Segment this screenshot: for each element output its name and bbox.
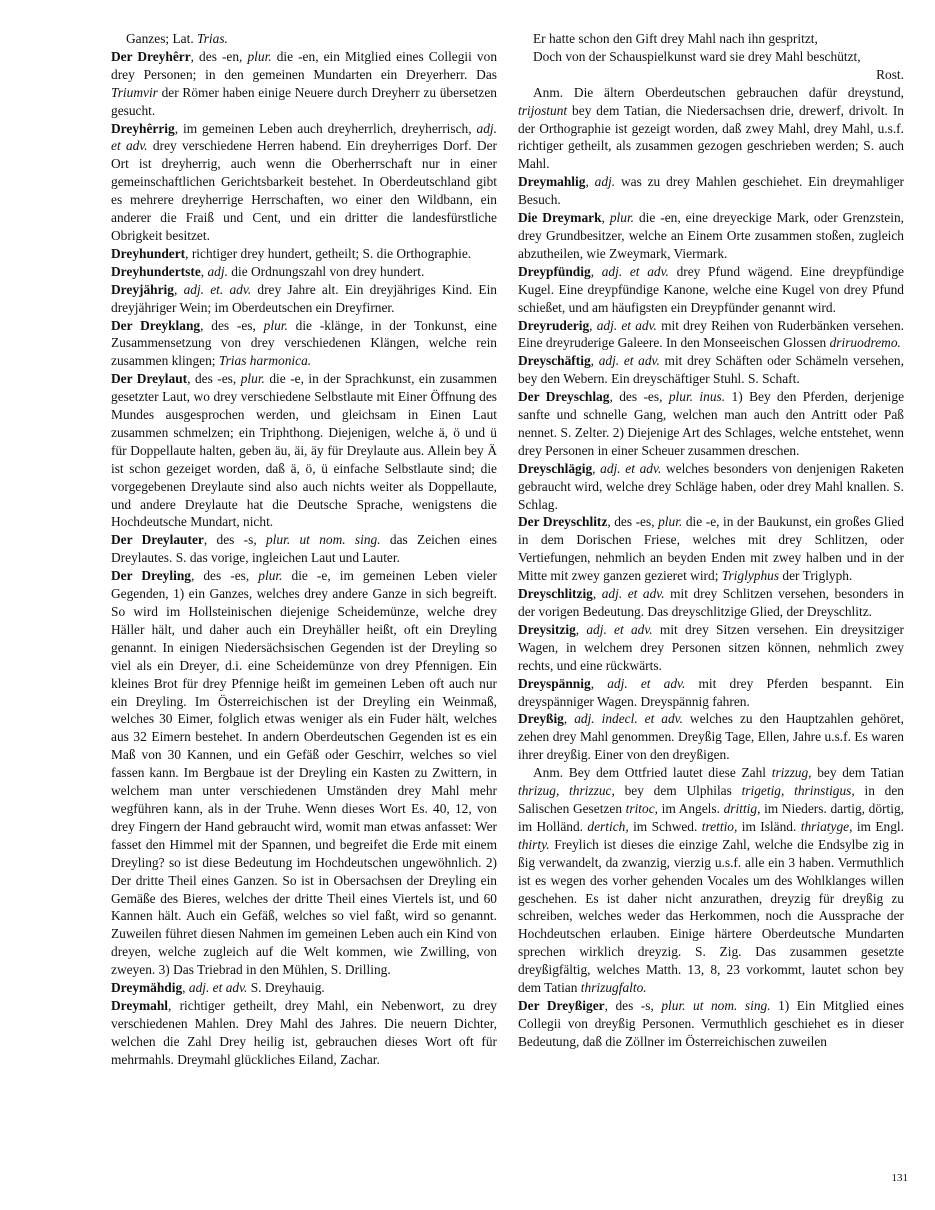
headword: Der Dreyling <box>111 568 191 584</box>
italic-text: plur. <box>258 568 283 584</box>
entry-text: , <box>589 317 597 333</box>
entry-text: , <box>563 711 575 727</box>
dictionary-entry <box>111 263 497 281</box>
entry-text: , richtiger drey hundert, getheilt; S. die Orthographie. <box>185 245 472 261</box>
entry-text: Anm. Die ältern Oberdeutschen gebrauchen dafür dreystund, <box>533 84 904 100</box>
entry-text: welches besonders von denjenigen Raketen gebraucht wird, welche drey Schläge haben, oder drey Mahl knallen. S. Schlag. <box>518 460 904 512</box>
italic-text: Trias harmonica. <box>218 353 312 369</box>
dictionary-entry <box>518 513 904 585</box>
dictionary-entry <box>518 209 904 263</box>
italic-text: plur. inus. <box>668 389 726 405</box>
headword: Der Dreyßiger <box>518 997 605 1013</box>
verse-source: Rost. <box>876 66 904 82</box>
italic-text: plur. ut nom. sing. <box>661 997 771 1013</box>
entry-text: bey dem Tatian, die Niedersachsen drie, drewerf, drivolt. In der Orthographie ist gezeigt worden, daß zwey Mahl, drey Mahl, u.s.f. richtiger getheilt, als zusammen gezogen geschrieben werden; S. auch Mahl. <box>518 102 904 172</box>
entry-text: der Triglyph. <box>779 568 853 584</box>
entry-text: die -klänge, in der Tonkunst, eine Zusammensetzung von drey verschiedenen Klängen, welche rein zusammen klingen; <box>111 317 497 369</box>
dictionary-entry <box>111 48 497 120</box>
headword: Dreyjährig <box>111 281 174 297</box>
entry-text: , <box>592 586 602 602</box>
dictionary-entry <box>111 997 497 1069</box>
headword: Dreyhundert <box>111 245 186 261</box>
headword: Dreysitzig <box>518 621 576 637</box>
headword: Der Dreylauter <box>111 532 204 548</box>
italic-text: adj. <box>207 263 228 279</box>
headword: Der Dreylaut <box>111 371 188 387</box>
italic-text: Triumvir <box>111 84 158 100</box>
entry-text: , <box>592 460 601 476</box>
dictionary-entry <box>518 585 904 621</box>
entry-text: , im gemeinen Leben auch dreyherrlich, dreyherrisch, <box>174 120 477 136</box>
entry-text: 1) Bey den Pferden, derjenige sanfte und schnelle Gang, welchen man auch den Antritt oder Paß nennet. S. Zelter. 2) Diejenige Art des Schlages, welche entstehet, wenn drey Personen in einer Scheuer zusammen dreschen. <box>518 389 905 458</box>
italic-text: plur. <box>240 371 265 387</box>
entry-text: S. Dreyhauig. <box>247 980 325 996</box>
entry-text: welches zu den Hauptzahlen gehöret, zehen drey Mahl genommen. Dreyßig Tage, Ellen, Jahre u.s.f. Es waren ihrer dreyßig. Einer von den dreyßigen. <box>518 711 904 763</box>
headword: Dreyschlitzig <box>518 586 593 602</box>
headword: Dreymahlig <box>518 174 586 190</box>
page-number: 131 <box>891 1172 908 1184</box>
italic-text: trijostunt <box>518 102 568 118</box>
italic-text: adj. et adv. <box>598 353 660 369</box>
dictionary-entry <box>518 621 904 675</box>
entry-text: , <box>585 174 595 190</box>
italic-text: trigetig, thrinstigus, <box>741 783 855 799</box>
dictionary-entry <box>518 173 904 209</box>
entry-text: , <box>590 263 602 279</box>
italic-text: Triglyphus <box>721 568 780 584</box>
headword: Der Dreyschlitz <box>518 514 608 530</box>
italic-text: adj. et adv. <box>600 460 662 476</box>
entry-text: die -en, eine dreyeckige Mark, oder Grenzstein, drey Grundbesitzer, welche an Einem Orte zusammen stoßen, zugleich abzutheilen, wie Zweymark, Viermark. <box>518 210 904 261</box>
dictionary-entry <box>518 710 904 764</box>
entry-text: die Ordnungszahl von drey hundert. <box>227 263 425 279</box>
italic-text: thriatyge, <box>800 818 853 834</box>
italic-text: Trias. <box>197 31 228 46</box>
headword: Der Dreyhêrr <box>111 48 191 64</box>
entry-text: mit drey Schlitzen versehen, besonders in der vorigen Bedeutung. Das dreyschlitzige Glied, der Dreyschlitz. <box>518 586 904 619</box>
entry-text: , des -s, <box>604 997 662 1013</box>
italic-text: thrizugfalto. <box>580 980 647 996</box>
italic-text: dertich, <box>587 818 629 834</box>
dictionary-entry <box>111 979 497 997</box>
italic-text: plur. <box>609 210 635 226</box>
entry-text: die -e, im gemeinen Leben vieler Gegenden, 1) ein Ganzes, welches drey andere Ganze in sich begreift. So wird im Hollsteinischen diejenige Scheidemünze, welche drey Häller hält, und daher auch ein Dreyhäller heißt, oft ein Dreyling genannt. In einigen Niedersächsischen Gegenden ist der Dreyling so viel als ein Dreyer, d.i. eine Scheidemünze von drey Pfennigen. Ein kleines Brot für drey Pfennige heißt im gemeinen Leben oft auch nur ein Dreyling. Im Österreichischen ist der Dreyling ein Weinmaß, welches 30 Eimer, folglich etwas weniger als ein Fuder hält, welches aus 32 Eimern bestehet. In andern Oberdeutschen Gegenden ist es ein Maß von 30 Kannen, und ein Gefäß oder Geschirr, welches so viel fassen kann. Im Bergbaue ist der Dreyling ein Kasten zu Zwittern, in welchem man unter verschiedenen Umständen drey Mahl mehr wegführen kann, als in der Truhe. Wenn dieses Wort Es. 40, 12, von drey Fingern der Hand gebraucht wird, womit man etwas anfasset: Wer fasset den Himmel mit der Spannen, und begreifet die Erde mit einem Dreyling? so ist diese Bedeutung im Hochdeutschen ungewöhnlich. 2) Der dritte Theil eines Ganzen. So ist in Obersachsen der Dreyling ein Gemäße des Bieres, welches der dritte Theil eines Viertels ist, und 60 Kannen hält. Auch ein Gefäß, welches so viel faßt, wird so genannt. Zuweilen führet diesen Nahmen im gemeinen Leben auch ein Kind von dreyen, welche zugleich auf die Welt kommen, wie Zwilling, von zweyen. 3) Das Triebrad in den Mühlen, S. Drilling. <box>111 568 498 978</box>
italic-text: adj. et adv. <box>596 317 657 333</box>
italic-text: adj. et adv. <box>188 980 248 996</box>
italic-text: trizzug, <box>771 765 812 781</box>
headword: Dreyhundertste <box>111 263 201 279</box>
entry-text: drey Jahre alt. Ein dreyjähriges Kind. Ein dreyjähriger Wein; im Oberdeutschen ein Dreyfirner. <box>111 281 497 315</box>
entry-text: mit drey Sitzen versehen. Ein dreysitziger Wagen, in welchem drey Personen sitzen können, nehmlich zwey rechts, und eine rückwärts. <box>518 621 904 673</box>
entry-text: Freylich ist dieses die einzige Zahl, welche die Endsylbe zig in ßig verwandelt, da zwanzig, vierzig u.s.f. alle ein 3 haben. Vermuthlich ist es wegen des vorher gehenden Vocales um des Wohlklanges willen geschehen. Es ist daher nicht anzurathen, dreyzig für dreyßig zu schreiben, welches weder das Herkommen, noch die Aussprache der Hochdeutschen erlauben. Einige härtere Oberdeutsche Mundarten sprechen wirklich dreyzig. S. Zig. Das zusammen gesetzte dreyßigfältig, welches Matth. 13, 8, 23 vorkommt, lautet schon bey dem Tatian <box>518 836 904 996</box>
entry-text: mit drey Schäften oder Schämeln versehen, bey den Webern. Ein dreyschäftiger Stuhl. S. Schaft. <box>518 353 904 387</box>
entry-text: 1) Ein Mitglied eines Collegii von dreyßig Personen. Vermuthlich geschiehet es in dieser Bedeutung, daß die Zöllner im Österreichischen zuweilen <box>518 997 904 1049</box>
italic-text: adj. <box>594 174 616 190</box>
entry-text: , <box>590 353 599 369</box>
annotation-paragraph <box>518 84 904 174</box>
entry-text: in den Salischen Gesetzen <box>518 783 904 816</box>
headword: Der Dreyschlag <box>518 389 610 405</box>
italic-text: plur. ut nom. sing. <box>265 532 381 548</box>
entry-text: mit drey Pferden bespannt. Ein dreyspänniger Wagen. Dreyspännig fahren. <box>518 675 904 709</box>
entry-text: im Nieders. dartig, dörtig, im Holländ. <box>518 800 904 834</box>
headword: Dreypfündig <box>518 263 591 279</box>
dictionary-entry <box>111 245 497 263</box>
headword: Der Dreyklang <box>111 317 201 333</box>
entry-text: im Angels. <box>658 800 724 816</box>
dictionary-entry <box>111 531 497 567</box>
headword: Dreymahl <box>111 997 169 1013</box>
right-column <box>518 30 904 1051</box>
annotation-paragraph <box>111 30 497 48</box>
italic-text: plur. <box>247 48 272 64</box>
headword: Dreyruderig <box>518 317 590 333</box>
dictionary-entry <box>518 675 904 711</box>
dictionary-entry <box>111 567 497 979</box>
dictionary-entry <box>518 263 904 317</box>
italic-text: thrizug, thrizzuc, <box>518 783 615 799</box>
headword: Dreyschäftig <box>518 353 591 369</box>
headword: Dreyßig <box>518 711 564 727</box>
italic-text: adj. et adv. <box>601 586 665 602</box>
italic-text: plur. <box>658 514 683 530</box>
entry-text: , <box>200 263 208 279</box>
headword: Dreyspännig <box>518 675 591 691</box>
dictionary-entry <box>518 388 904 460</box>
entry-text: , <box>601 210 610 226</box>
italic-text: thirty. <box>518 836 550 852</box>
headword: Dreymähdig <box>111 980 183 996</box>
annotation-paragraph <box>518 764 904 997</box>
italic-text: driruodremo. <box>829 335 901 351</box>
headword: Die Dreymark <box>518 210 602 226</box>
entry-text: , <box>173 281 184 297</box>
italic-text: adj. indecl. et adv. <box>574 711 683 727</box>
entry-text: , des -es, <box>609 389 669 405</box>
entry-text: mit drey Reihen von Ruderbänken versehen. Eine dreyruderige Galeere. In den Monseeischen Glossen <box>518 317 904 351</box>
dictionary-entry <box>111 120 497 245</box>
entry-text: , <box>575 621 587 637</box>
dictionary-entry <box>518 352 904 388</box>
italic-text: adj. et. adv. <box>183 281 252 297</box>
entry-text: der Römer haben einige Neuere durch Dreyherr zu übersetzen gesucht. <box>111 84 497 118</box>
dictionary-entry <box>111 317 497 371</box>
entry-text: Anm. Bey dem Ottfried lautet diese Zahl <box>533 765 772 781</box>
entry-text: die -en, ein Mitglied eines Collegii von drey Personen; in den gemeinen Mundarten ein Dreyerherr. Das <box>111 48 498 82</box>
entry-text: , <box>590 675 608 691</box>
entry-text: Ganzes; Lat. <box>126 31 198 46</box>
entry-text: was zu drey Mahlen geschiehet. Ein dreymahliger Besuch. <box>518 174 904 208</box>
entry-text: , des -es, <box>187 371 241 387</box>
italic-text: adj. et adv. <box>586 621 653 637</box>
entry-text: bey dem Tatian <box>811 765 904 781</box>
entry-text: die -e, in der Baukunst, ein großes Glied in dem Dorischen Friese, welches mit drey Schlitzen, oder Vertiefungen, nehmlich an beyden Enden mit zwey halben und in der Mitte mit zwey ganzen gezieret wird; <box>518 514 904 584</box>
dictionary-entry <box>111 370 497 531</box>
entry-text: im Isländ. <box>737 818 801 834</box>
entry-text: im Schwed. <box>628 818 702 834</box>
italic-text: trettio, <box>701 818 738 834</box>
verse-line: Doch von der Schauspielkunst ward sie drey Mahl beschützt, <box>533 48 861 64</box>
dictionary-entry <box>518 317 904 353</box>
entry-text: , des -es, <box>607 514 659 530</box>
verse-line: Er hatte schon den Gift drey Mahl nach ihn gespritzt, <box>533 31 818 46</box>
italic-text: adj. et adv. <box>601 263 669 279</box>
headword: Dreyschlägig <box>518 460 593 476</box>
italic-text: adj. et adv. <box>607 675 686 691</box>
dictionary-entry <box>111 281 497 317</box>
entry-text: drey Pfund wägend. Eine dreypfündige Kugel. Eine dreypfündige Kanone, welche eine Kugel von drey Pfund schießet, und am häufigsten ein Dreypfünder genannt wird. <box>518 263 904 315</box>
dictionary-entry <box>518 460 904 514</box>
right-entries <box>518 84 904 1051</box>
italic-text: adj. et adv. <box>111 120 497 154</box>
entry-text: das Zeichen eines Dreylautes. S. das vorige, ingleichen Laut und Lauter. <box>111 532 497 566</box>
italic-text: drittig, <box>723 800 761 816</box>
entry-text: , des -es, <box>190 568 259 584</box>
dictionary-entry <box>518 997 904 1051</box>
entry-text: bey dem Ulphilas <box>614 783 742 799</box>
entry-text: im Engl. <box>852 818 904 834</box>
entry-text: die -e, in der Sprachkunst, ein zusammen gesetzter Laut, wo drey verschiedene Selbstlaute mit Einer Öffnung des Mundes ausgesprochen werden, und gleichsam in Einen Laut zusammen schmelzen; ein Triphthong. Diejenigen, welche ä, ö und ü für Doppellaute halten, geben äu, äi, äy für Dreylaute aus. Allein bey Ä ist schon gezeiget worden, daß ä, ö, ü einfache Selbstlaute sind; die vorgegebenen Dreylaute sind also auch nichts weiter als Doppellaute, und andere Dreylaute hat die Deutsche Sprache, wenigstens die Hochdeutsche Mundart, nicht. <box>111 371 497 530</box>
entry-text: , des -s, <box>203 532 266 548</box>
entry-text: , des -en, <box>190 48 248 64</box>
entry-text: drey verschiedene Herren habend. Ein dreyherriges Dorf. Der Ort ist dreyherrig, auch wenn die Oberherrschaft nur in einer gemeinschaftlichen Gerichtsbarkeit bestehet. In Oberdeutschland gibt es mehrere dreyherrige Herrschaften, wo einer den Wildbann, ein anderer die Fraiß und Cent, und ein dritter die landesfürstliche Obrigkeit besitzet. <box>111 138 497 243</box>
headword: Dreyhêrrig <box>111 120 175 136</box>
entry-text: , richtiger getheilt, drey Mahl, ein Nebenwort, zu drey verschiedenen Mahlen. Drey Mahl des Jahres. Die neuern Dichter, welchen die Zahl Drey heilig ist, gebrauchen dieses Wort oft für mehrmahls. Dreymahl glückliches Eiland, Zachar. <box>111 997 497 1067</box>
entry-text: , des -es, <box>200 317 264 333</box>
left-column <box>111 30 497 1069</box>
entry-text: , <box>182 980 189 996</box>
italic-text: tritoc, <box>625 800 659 816</box>
italic-text: plur. <box>263 317 288 333</box>
